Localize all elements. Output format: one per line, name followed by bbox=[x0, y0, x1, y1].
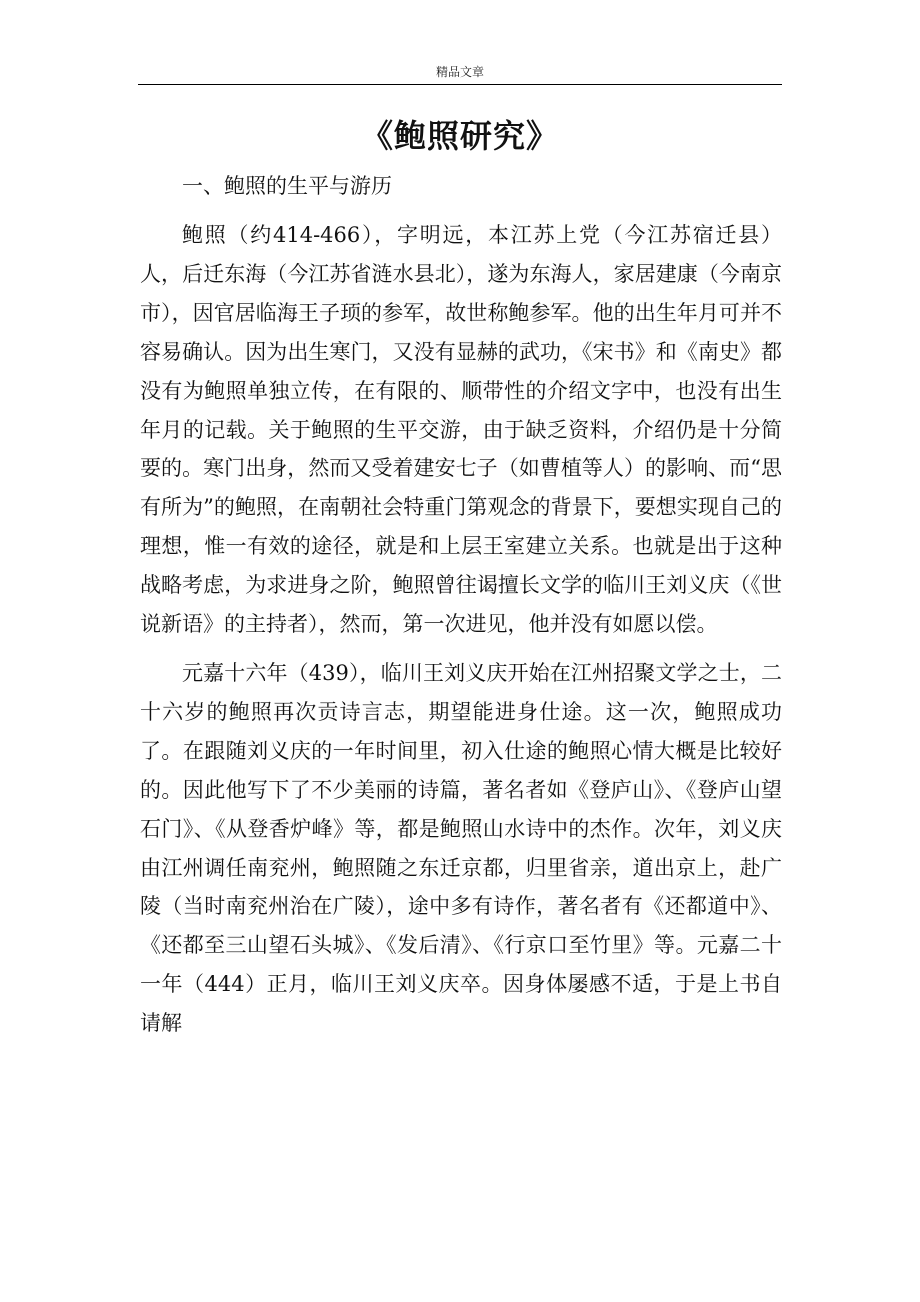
body-text bbox=[140, 216, 782, 1053]
header-rule bbox=[138, 84, 782, 85]
section-heading: 一、鲍照的生平与游历 bbox=[182, 174, 392, 198]
paragraph: 元嘉十六年（439），临川王刘义庆开始在江州招聚文学之士，二十六岁的鲍照再次贡诗言志，期望能进身仕途。这一次，鲍照成功了。在跟随刘义庆的一年时间里，初入仕途的鲍照心情大概是比较好的。因此他写下了不少美丽的诗篇，著名者如《登庐山》、《登庐山望石门》、《从登香炉峰》等，都是鲍照山水诗中的杰作。次年，刘义庆由江州调任南兖州，鲍照随之东迁京都，归里省亲，道出京上，赴广陵（当时南兖州治在广陵），途中多有诗作，著名者有《还都道中》、《还都至三山望石头城》、《发后清》、《行京口至竹里》等。元嘉二十一年（444）正月，临川王刘义庆卒。因身体屡感不适，于是上书自请解 bbox=[140, 660, 782, 1036]
document-title: 《鲍照研究》 bbox=[360, 117, 559, 155]
page-header: 精品文章 bbox=[435, 65, 484, 79]
paragraph: 鲍照（约414-466），字明远，本江苏上党（今江苏宿迁县）人，后迁东海（今江苏省涟水县北），遂为东海人，家居建康（今南京市），因官居临海王子顼的参军，故世称鲍参军。他的出生年月可并不容易确认。因为出生寒门，又没有显赫的武功，《宋书》和《南史》都没有为鲍照单独立传，在有限的、顺带性的介绍文字中，也没有出生年月的记载。关于鲍照的生平交游，由于缺乏资料，介绍仍是十分简要的。寒门出身，然而又受着建安七子（如曹植等人）的影响、而“思有所为”的鲍照，在南朝社会特重门第观念的背景下，要想实现自己的理想，惟一有效的途径，就是和上层王室建立关系。也就是出于这种战略考虑，为求进身之阶，鲍照曾往谒擅长文学的临川王刘义庆（《世说新语》的主持者），然而，第一次进见，他并没有如愿以偿。 bbox=[140, 223, 782, 637]
